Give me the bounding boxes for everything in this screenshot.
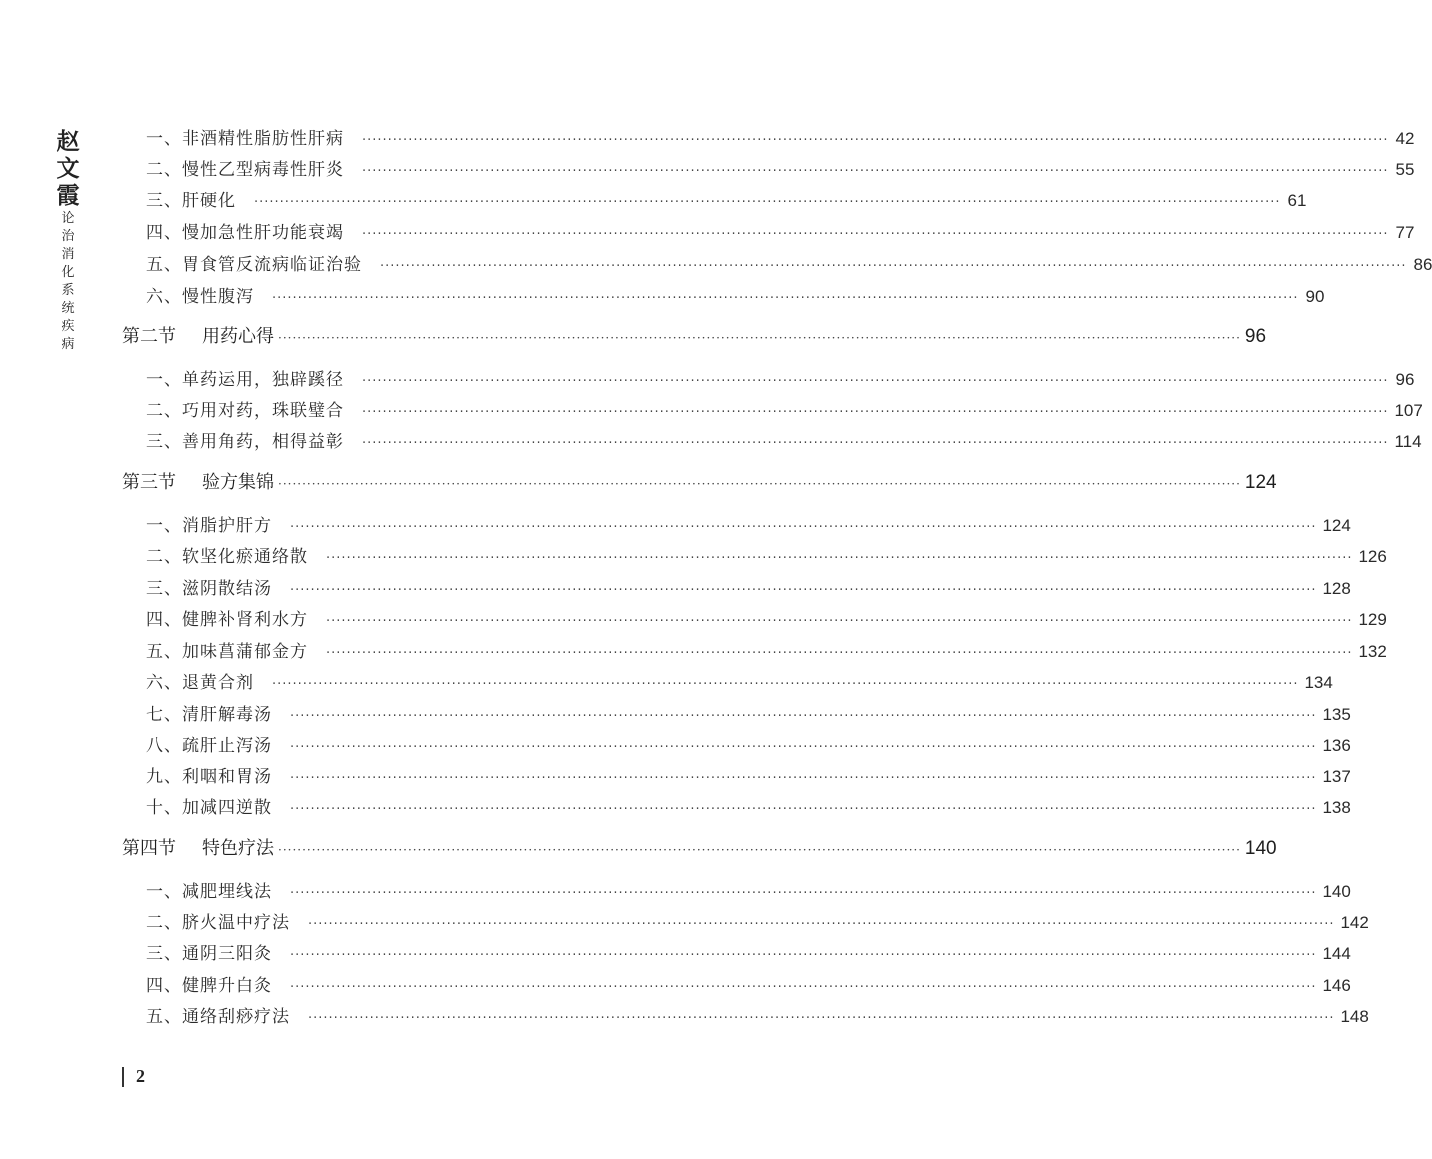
toc-page-number: 148 [1340,1007,1369,1026]
toc-page-number: 77 [1395,223,1415,242]
toc-entry[interactable] [146,908,1369,933]
toc-dot-leader: ········································································································································································································ [254,195,1281,210]
toc-page-number: 140 [1322,882,1351,901]
toc-entry-title [122,468,274,494]
toc-page-number: 96 [1395,370,1415,389]
running-title-subtitle-char: 治 [61,229,75,244]
toc-dot-leader: ········································································································································································································ [326,614,1353,629]
toc-page-number: 137 [1322,767,1351,786]
toc-dot-leader: ········································································································································································································ [278,843,1241,857]
toc-dot-leader: ········································································································································································································ [308,917,1335,932]
toc-entry-title: 四、健脾补肾利水方 [146,610,308,630]
toc-entry-title: 二、脐火温中疗法 [146,913,290,933]
footer-rule [122,1067,124,1087]
toc-entry[interactable] [146,939,1351,964]
toc-entry-title: 一、消脂护肝方 [146,516,272,536]
toc-page-number: 135 [1322,705,1351,724]
toc-entry-title: 九、利咽和胃汤 [146,767,272,787]
toc-entry-title: 五、通络刮痧疗法 [146,1007,290,1027]
toc-page-number: 128 [1322,579,1351,598]
toc-page-number: 61 [1287,191,1307,210]
toc-dot-leader: ········································································································································································································ [290,980,1317,995]
toc-dot-leader: ········································································································································································································ [278,477,1241,491]
toc-entry[interactable] [146,365,1415,390]
toc-section-title: 验方集锦 [202,472,274,493]
toc-dot-leader: ········································································································································································································ [362,436,1389,451]
toc-entry-title: 一、单药运用，独辟蹊径 [146,370,344,390]
toc-page-number: 86 [1413,255,1432,274]
toc-entry-title: 四、慢加急性肝功能衰竭 [146,223,344,243]
toc-entry[interactable] [146,1002,1369,1027]
toc-entry[interactable] [146,218,1415,243]
toc-entry-title: 四、健脾升白灸 [146,976,272,996]
toc-page-number: 90 [1305,287,1325,306]
toc-page-number: 126 [1358,547,1387,566]
toc-page-number: 146 [1322,976,1351,995]
running-title-subtitle-char: 论 [61,211,75,226]
running-title-subtitle-char: 统 [61,301,75,316]
toc-dot-leader: ········································································································································································································ [326,646,1353,661]
toc-dot-leader: ········································································································································································································ [290,771,1317,786]
toc-page-number: 96 [1244,326,1267,347]
running-title [50,128,86,353]
toc-entry-title: 二、慢性乙型病毒性肝炎 [146,160,344,180]
toc-entry[interactable] [146,971,1351,996]
toc-entry[interactable] [146,427,1422,452]
toc-entry-title: 一、减肥埋线法 [146,882,272,902]
running-title-author-char: 文 [56,155,80,182]
running-title-subtitle-char: 系 [61,283,75,298]
toc-dot-leader: ········································································································································································································ [290,886,1317,901]
toc-dot-leader: ········································································································································································································ [272,677,1299,692]
toc-entry-title: 五、加味菖蒲郁金方 [146,642,308,662]
toc-entry-title: 二、巧用对药，珠联璧合 [146,401,344,421]
toc-dot-leader: ········································································································································································································ [290,709,1317,724]
toc-page-number: 114 [1394,432,1422,451]
running-title-subtitle-char: 化 [61,265,75,280]
toc-entry-title: 五、胃食管反流病临证治验 [146,255,362,275]
toc-page-number: 124 [1244,472,1277,493]
toc-entry[interactable] [146,877,1351,902]
toc-section-number: 第四节 [122,838,176,859]
running-title-subtitle-char: 疾 [61,319,75,334]
toc-entry[interactable] [146,668,1333,693]
toc-page-number: 124 [1322,516,1351,535]
toc-entry-title: 六、退黄合剂 [146,673,254,693]
toc-dot-leader: ········································································································································································································ [290,740,1317,755]
toc-entry-title: 七、清肝解毒汤 [146,705,272,725]
page-number: 2 [136,1066,145,1086]
toc-entry-title: 二、软坚化瘀通络散 [146,547,308,567]
toc-dot-leader: ········································································································································································································ [380,259,1407,274]
toc-dot-leader: ········································································································································································································ [362,133,1389,148]
toc-dot-leader: ········································································································································································································ [308,1011,1335,1026]
toc-page-number: 144 [1322,944,1351,963]
toc-dot-leader: ········································································································································································································ [362,405,1389,420]
toc-page-number: 107 [1394,401,1423,420]
running-title-author-char: 霞 [56,182,80,209]
toc-section-entry[interactable] [122,468,1277,494]
toc-entry-title: 三、通阴三阳灸 [146,944,272,964]
toc-entry-title: 三、善用角药，相得益彰 [146,432,344,452]
toc-entry[interactable] [146,574,1351,599]
page-footer [122,1066,145,1087]
toc-entry[interactable] [146,186,1307,211]
toc-entry-title: 三、滋阴散结汤 [146,579,272,599]
running-title-subtitle-char: 病 [61,337,75,352]
toc-dot-leader: ········································································································································································································ [278,331,1241,345]
toc-entry[interactable] [146,637,1387,662]
toc-dot-leader: ········································································································································································································ [326,551,1353,566]
toc-page-number: 140 [1244,838,1277,859]
toc-entry[interactable] [146,605,1387,630]
toc-dot-leader: ········································································································································································································ [362,164,1389,179]
toc-entry[interactable] [146,731,1351,756]
toc-dot-leader: ········································································································································································································ [290,583,1317,598]
toc-dot-leader: ········································································································································································································ [290,520,1317,535]
toc-page-number: 55 [1395,160,1415,179]
toc-entry-title [122,322,274,348]
toc-entry-title: 六、慢性腹泻 [146,287,254,307]
toc-page-number: 129 [1358,610,1387,629]
toc-dot-leader: ········································································································································································································ [272,291,1299,306]
toc-entry[interactable] [146,396,1423,421]
toc-entry[interactable] [146,511,1351,536]
toc-entry[interactable] [146,250,1432,275]
toc-section-entry[interactable] [122,322,1267,348]
toc-dot-leader: ········································································································································································································ [290,802,1317,817]
running-title-author-char: 赵 [56,128,80,155]
toc-entry[interactable] [146,282,1325,307]
toc-entry[interactable] [146,793,1351,818]
toc-page-number: 134 [1304,673,1333,692]
toc-page-number: 132 [1358,642,1387,661]
toc-section-title: 用药心得 [202,326,274,347]
toc-entry[interactable] [146,762,1351,787]
toc-entry[interactable] [146,155,1415,180]
toc-section-entry[interactable] [122,834,1277,860]
toc-page-number: 42 [1395,129,1415,148]
toc-section-title: 特色疗法 [202,838,274,859]
toc-entry[interactable] [146,124,1415,149]
running-title-subtitle-char: 消 [61,247,75,262]
toc-entry-title: 三、肝硬化 [146,191,236,211]
toc-entry-title: 八、疏肝止泻汤 [146,736,272,756]
toc-section-number: 第二节 [122,326,176,347]
toc-page-number: 142 [1340,913,1369,932]
toc-page-number: 138 [1322,798,1351,817]
toc-section-number: 第三节 [122,472,176,493]
toc-entry-title: 十、加减四逆散 [146,798,272,818]
toc-entry-title [122,834,274,860]
toc-entry[interactable] [146,700,1351,725]
toc-dot-leader: ········································································································································································································ [362,374,1389,389]
toc-dot-leader: ········································································································································································································ [290,948,1317,963]
toc-page-number: 136 [1322,736,1351,755]
toc-dot-leader: ········································································································································································································ [362,227,1389,242]
toc-entry-title: 一、非酒精性脂肪性肝病 [146,129,344,149]
toc-entry[interactable] [146,542,1387,567]
